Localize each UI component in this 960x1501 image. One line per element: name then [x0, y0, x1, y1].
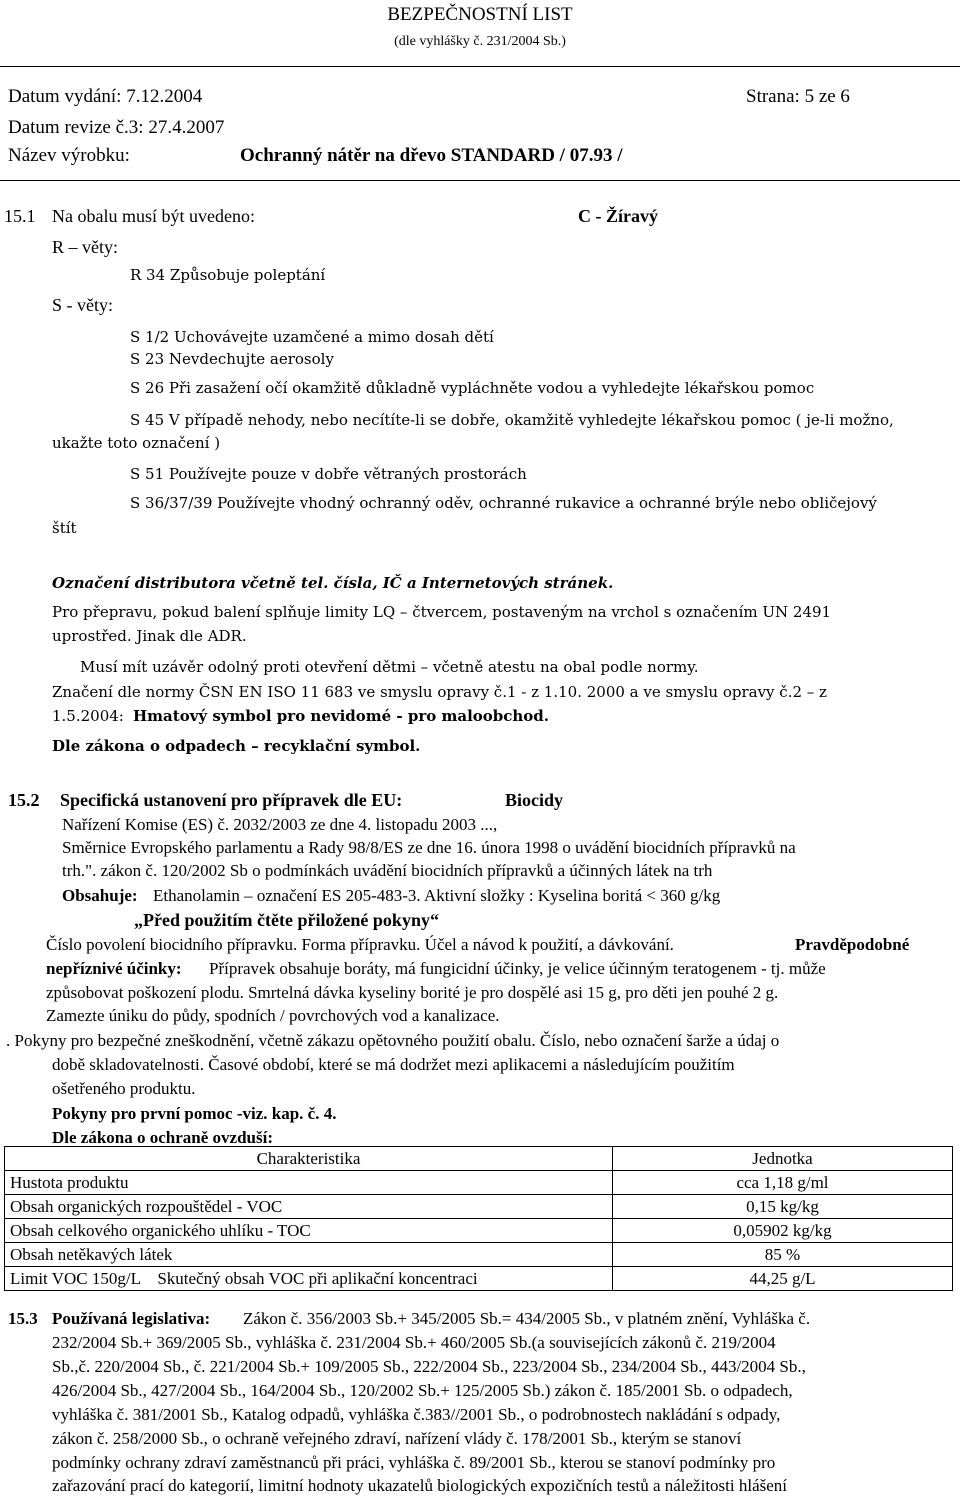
s26-phrase: S 26 Při zasažení očí okamžitě důkladně vypláchněte vodou a vyhledejte lékařskou pomoc — [130, 379, 815, 397]
legislation-line: podmínky ochrany zdraví zaměstnanců při práci, vyhláška č. 89/2001 Sb., kterou se stanoví podmínky pro — [52, 1453, 776, 1472]
section-15-2-number: 15.2 — [8, 790, 40, 810]
disposal-text-end: ošetřeného produktu. — [52, 1079, 196, 1098]
legislation-line: zákon č. 258/2000 Sb., o ochraně veřejného zdraví, nařízení vlády č. 178/2001 Sb., kterým se stanoví — [52, 1429, 742, 1448]
environment-warning: Zamezte úniku do půdy, spodních / povrchových vod a kanalizace. — [46, 1006, 500, 1025]
table-row — [5, 1243, 953, 1267]
table-row — [5, 1219, 953, 1243]
adverse-effects-label-cont: nepříznivé účinky: — [46, 959, 182, 978]
s36-phrase: S 36/37/39 Používejte vhodný ochranný oděv, ochranné rukavice a ochranné brýle nebo obličejový — [130, 494, 877, 512]
disposal-text: . Pokyny pro bezpečné zneškodnění, včetně zákazu opětovného použití obalu. Číslo, nebo označení šarže a údaj o — [6, 1031, 780, 1050]
legislation-line: Sb.,č. 220/2004 Sb., č. 221/2004 Sb.+ 109/2005 Sb., 222/2004 Sb., 223/2004 Sb., 234/2004 Sb., 443/2004 Sb., — [52, 1357, 806, 1376]
transport-note-cont: uprostřed. Jinak dle ADR. — [52, 627, 247, 645]
table-cell: Limit VOC 150g/L Skutečný obsah VOC při aplikační koncentraci — [5, 1267, 613, 1291]
legislation-line: vyhláška č. 381/2001 Sb., Katalog odpadů, vyhláška č.383//2001 Sb., o podrobnostech nakládání s odpady, — [52, 1405, 781, 1424]
s23-phrase: S 23 Nevdechujte aerosoly — [130, 350, 334, 368]
table-header-cell: Charakteristika — [5, 1147, 613, 1171]
hazard-symbol: C - Žíravý — [578, 206, 658, 226]
transport-note: Pro přepravu, pokud balení splňuje limity LQ – čtvercem, postaveným na vrchol s označením UN 2491 — [52, 603, 832, 621]
r34-phrase: R 34 Způsobuje poleptání — [130, 266, 326, 284]
adverse-effects-text: Přípravek obsahuje boráty, má fungicidní účinky, je velice účinným teratogenem - tj. může — [209, 959, 826, 978]
commission-regulation: Nařízení Komise (ES) č. 2032/2003 ze dne 4. listopadu 2003 ..., — [62, 815, 498, 834]
header-rule — [0, 66, 960, 67]
s51-phrase: S 51 Používejte pouze v dobře větraných prostorách — [130, 465, 527, 483]
legislation-label: Používaná legislativa: — [52, 1309, 211, 1328]
table-cell: 0,05902 kg/kg — [613, 1219, 953, 1243]
document-title: BEZPEČNOSTNÍ LIST — [387, 4, 573, 25]
directive-line: Směrnice Evropského parlamentu a Rady 98/8/ES ze dne 16. února 1998 o uvádění biocidních přípravků na — [62, 838, 796, 857]
section-15-1-number: 15.1 — [4, 206, 36, 226]
document-subtitle: (dle vyhlášky č. 231/2004 Sb.) — [394, 34, 566, 49]
table-cell: Obsah netěkavých látek — [5, 1243, 613, 1267]
r-phrases-label: R – věty: — [52, 237, 118, 257]
csn-note: Značení dle normy ČSN EN ISO 11 683 ve smyslu opravy č.1 - z 1.10. 2000 a ve smyslu opravy č.2 – z — [52, 683, 827, 701]
product-name: Ochranný nátěr na dřevo STANDARD / 07.93 / — [240, 145, 623, 166]
legislation-line: 426/2004 Sb., 427/2004 Sb., 164/2004 Sb., 120/2002 Sb.+ 125/2005 Sb.) zákon č. 185/2001 Sb. o odpadech, — [52, 1381, 793, 1400]
issue-date: Datum vydání: 7.12.2004 — [8, 86, 203, 107]
first-aid-note: Pokyny pro první pomoc -viz. kap. č. 4. — [52, 1104, 337, 1123]
s1-2-phrase: S 1/2 Uchovávejte uzamčené a mimo dosah dětí — [130, 328, 494, 346]
table-cell: cca 1,18 g/ml — [613, 1171, 953, 1195]
adverse-effects-label: Pravděpodobné — [795, 935, 910, 954]
table-row — [5, 1195, 953, 1219]
closure-note: Musí mít uzávěr odolný proti otevření dětmi – včetně atestu na obal podle normy. — [80, 658, 699, 676]
table-cell: 85 % — [613, 1243, 953, 1267]
permit-text: Číslo povolení biocidního přípravku. Forma přípravku. Účel a návod k použití, a dávkování. — [46, 935, 674, 954]
air-protection-label: Dle zákona o ochraně ovzduší: — [52, 1128, 273, 1147]
table-row — [5, 1267, 953, 1291]
section-15-3-number: 15.3 — [8, 1309, 38, 1328]
table-header-cell: Jednotka — [613, 1147, 953, 1171]
voc-table — [4, 1146, 953, 1291]
tactile-symbol-note: Hmatový symbol pro nevidomé - pro maloobchod. — [133, 707, 550, 725]
waste-recycling-note: Dle zákona o odpadech – recyklační symbol. — [52, 737, 421, 755]
directive-line-cont: trh.". zákon č. 120/2002 Sb o podmínkách uvádění biocidních přípravků a účinných látek na trh — [62, 861, 713, 880]
product-label: Název výrobku: — [8, 145, 130, 166]
disposal-text-cont: době skladovatelnosti. Časové období, které se má dodržet mezi aplikacemi a následujícím použitím — [52, 1055, 735, 1074]
legislation-line: Zákon č. 356/2003 Sb.+ 345/2005 Sb.= 434/2005 Sb., v platném znění, Vyhláška č. — [243, 1309, 811, 1328]
s45-phrase: S 45 V případě nehody, nebo necítíte-li se dobře, okamžitě vyhledejte lékařskou pomoc ( je-li možno, — [130, 411, 894, 429]
table-cell: 44,25 g/L — [613, 1267, 953, 1291]
table-cell: Obsah celkového organického uhlíku - TOC — [5, 1219, 613, 1243]
s36-phrase-cont: štít — [52, 519, 77, 537]
table-cell: 0,15 kg/kg — [613, 1195, 953, 1219]
distributor-note: Označení distributora včetně tel. čísla, IČ a Internetových stránek. — [52, 574, 614, 592]
s-phrases-label: S - věty: — [52, 295, 113, 315]
table-cell: Hustota produktu — [5, 1171, 613, 1195]
section-15-2-heading: Specifická ustanovení pro přípravek dle EU: — [60, 790, 403, 810]
page-number: Strana: 5 ze 6 — [746, 86, 850, 107]
section-15-1-heading: Na obalu musí být uvedeno: — [52, 206, 255, 226]
table-header-row — [5, 1147, 953, 1171]
legislation-line: zařazování prací do kategorií, limitní hodnoty ukazatelů biologických expozičních testů a náležitosti hlášení — [52, 1476, 788, 1495]
csn-note-date: 1.5.2004: — [52, 707, 124, 725]
table-cell: Obsah organických rozpouštědel - VOC — [5, 1195, 613, 1219]
legislation-line: 232/2004 Sb.+ 369/2005 Sb., vyhláška č. 231/2004 Sb.+ 460/2005 Sb.(a souvisejících zákonů č. 219/2004 — [52, 1333, 776, 1352]
contains-label: Obsahuje: — [62, 886, 138, 905]
table-row — [5, 1171, 953, 1195]
s45-phrase-cont: ukažte toto označení ) — [52, 434, 221, 452]
revision-date: Datum revize č.3: 27.4.2007 — [8, 117, 225, 138]
read-before-use: „Před použitím čtěte přiložené pokyny“ — [134, 910, 439, 930]
header-bottom-rule — [0, 180, 960, 181]
biocides-label: Biocidy — [505, 790, 564, 810]
adverse-effects-text-cont: způsobovat poškození plodu. Smrtelná dávka kyseliny borité je pro dospělé asi 15 g, pro děti jen pouhé 2 g. — [46, 983, 779, 1002]
contains-text: Ethanolamin – označení ES 205-483-3. Aktivní složky : Kyselina boritá < 360 g/kg — [153, 886, 721, 905]
